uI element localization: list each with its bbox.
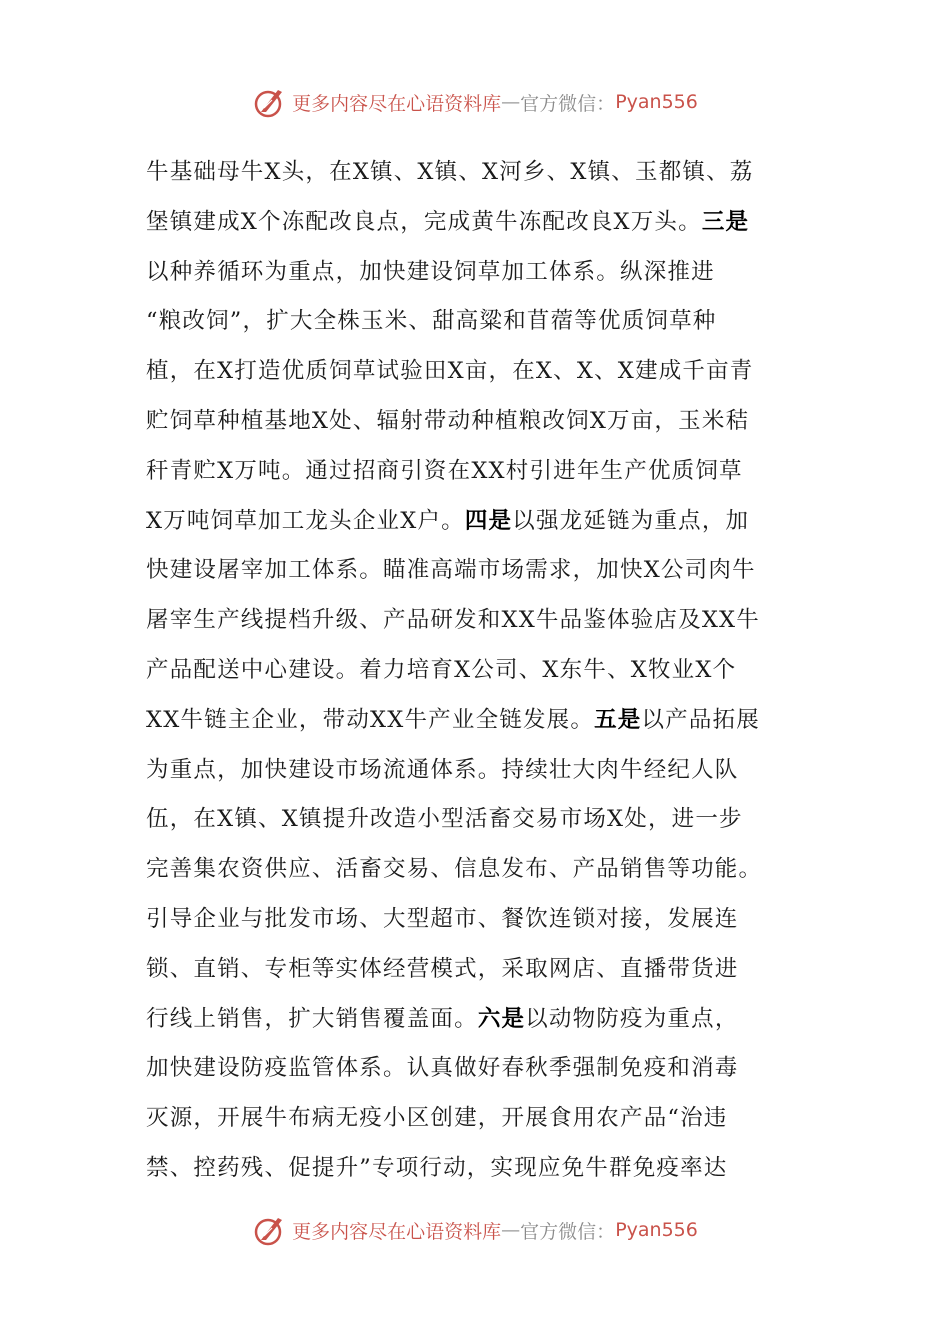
banner-site-text: 更多内容尽在心语资料库 (292, 92, 502, 115)
text-line (146, 546, 806, 596)
footer-banner (0, 1208, 950, 1252)
text-line-segment: 产品配送中心建设。着力培育X公司、X东牛、X牧业X个 (146, 656, 737, 683)
text-line (146, 746, 806, 796)
text-line (146, 795, 806, 845)
text-line-segment: 以产品拓展 (641, 706, 760, 733)
text-line (146, 347, 806, 397)
banner-dash: — (501, 1219, 521, 1241)
text-line (146, 1094, 806, 1144)
text-line-segment: 行线上销售，扩大销售覆盖面。 (146, 1005, 478, 1032)
text-line-segment: 灭源，开展牛布病无疫小区创建，开展食用农产品“治违 (146, 1105, 728, 1132)
text-line-segment: 植，在X打造优质饲草试验田X亩，在X、X、X建成千亩青 (146, 358, 754, 385)
text-line-segment: 牛基础母牛X头，在X镇、X镇、X河乡、X镇、玉都镇、荔 (146, 159, 754, 185)
text-line-segment: 引导企业与批发市场、大型超市、餐饮连锁对接，发展连 (146, 905, 739, 932)
emphasis-marker: 五是 (594, 706, 642, 733)
banner-official-label: 官方微信： (520, 1220, 616, 1243)
quill-logo-icon (252, 1212, 288, 1248)
text-line (146, 148, 806, 198)
text-line-segment: X万吨饲草加工龙头企业X户。 (146, 507, 465, 534)
emphasis-marker: 四是 (464, 507, 513, 534)
document-body (146, 148, 806, 1194)
emphasis-marker: 三是 (701, 208, 750, 235)
banner-official-label: 官方微信： (520, 92, 616, 115)
text-line-segment: 禁、控药残、促提升”专项行动，实现应免牛群免疫率达 (146, 1154, 728, 1181)
text-line-segment: 为重点，加快建设市场流通体系。持续壮大肉牛经纪人队 (146, 756, 739, 783)
text-line (146, 1044, 806, 1094)
banner-site-text: 更多内容尽在心语资料库 (292, 1220, 502, 1243)
text-line-segment: 伍，在X镇、X镇提升改造小型活畜交易市场X处，进一步 (146, 806, 743, 833)
quill-logo-icon (252, 84, 288, 120)
text-line-segment: 锁、直销、专柜等实体经营模式，采取网店、直播带货进 (146, 955, 739, 982)
banner-wechat-id: Pyan556 (615, 91, 698, 113)
text-line (146, 297, 806, 347)
text-line (146, 895, 806, 945)
text-line (146, 497, 806, 547)
banner-dash: — (501, 91, 521, 113)
text-line (146, 646, 806, 696)
text-line (146, 198, 806, 248)
text-line (146, 397, 806, 447)
text-line-segment: 秆青贮X万吨。通过招商引资在XX村引进年生产优质饲草 (146, 457, 743, 484)
text-line (146, 447, 806, 497)
text-line (146, 995, 806, 1045)
banner-wechat-id: Pyan556 (615, 1219, 698, 1241)
text-line-segment: 快建设屠宰加工体系。瞄准高端市场需求，加快X公司肉牛 (146, 557, 756, 584)
header-banner (0, 80, 950, 124)
text-line (146, 696, 806, 746)
text-line-segment: “粮改饲”，扩大全株玉米、甜高粱和苜蓿等优质饲草种 (146, 308, 717, 335)
emphasis-marker: 六是 (477, 1005, 526, 1032)
text-line-segment: 完善集农资供应、活畜交易、信息发布、产品销售等功能。 (146, 856, 763, 883)
text-line-segment: 加快建设防疫监管体系。认真做好春秋季强制免疫和消毒 (146, 1055, 739, 1082)
text-line-segment: 贮饲草种植基地X处、辐射带动种植粮改饲X万亩，玉米秸 (146, 407, 750, 434)
text-line-segment: 以动物防疫为重点， (525, 1005, 739, 1032)
text-line-segment: 以种养循环为重点，加快建设饲草加工体系。纵深推进 (146, 258, 715, 285)
text-line (146, 845, 806, 895)
text-line (146, 596, 806, 646)
text-line-segment: 以强龙延链为重点，加 (512, 507, 750, 534)
text-line-segment: 堡镇建成X个冻配改良点，完成黄牛冻配改良X万头。 (146, 208, 702, 235)
text-line-segment: XX牛链主企业，带动XX牛产业全链发展。 (146, 706, 595, 733)
text-line (146, 1144, 806, 1194)
text-line (146, 248, 806, 298)
text-line-segment: 屠宰生产线提档升级、产品研发和XX牛品鉴体验店及XX牛 (146, 607, 760, 634)
text-line (146, 945, 806, 995)
